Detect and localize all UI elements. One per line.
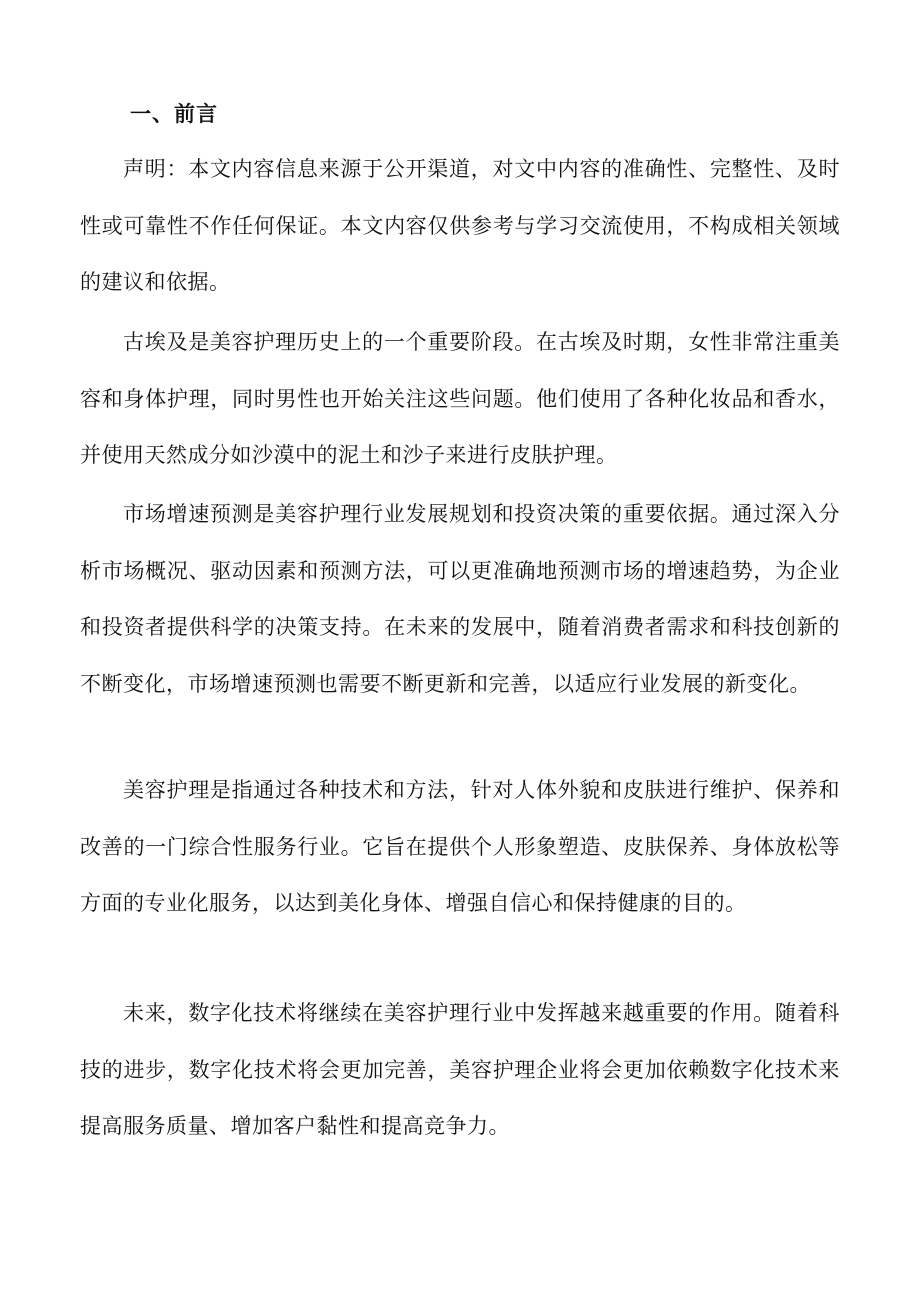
body-paragraph: 市场增速预测是美容护理行业发展规划和投资决策的重要依据。通过深入分析市场概况、驱动因素和预测方法，可以更准确地预测市场的增速趋势，为企业和投资者提供科学的决策支持。在未来的发展中，随着消费者需求和科技创新的不断变化，市场增速预测也需要不断更新和完善，以适应行业发展的新变化。 xyxy=(80,502,840,696)
body-paragraph: 古埃及是美容护理历史上的一个重要阶段。在古埃及时期，女性非常注重美容和身体护理，同时男性也开始关注这些问题。他们使用了各种化妆品和香水，并使用天然成分如沙漠中的泥土和沙子来进行皮肤护理。 xyxy=(80,330,840,467)
body-paragraph: 未来，数字化技术将继续在美容护理行业中发挥越来越重要的作用。随着科技的进步，数字化技术将会更加完善，美容护理企业将会更加依赖数字化技术来提高服务质量、增加客户黏性和提高竞争力。 xyxy=(80,1001,840,1138)
body-paragraph: 美容护理是指通过各种技术和方法，针对人体外貌和皮肤进行维护、保养和改善的一门综合性服务行业。它旨在提供个人形象塑造、皮肤保养、身体放松等方面的专业化服务，以达到美化身体、增强自信心和保持健康的目的。 xyxy=(80,778,840,915)
section-heading: 一、前言 xyxy=(130,101,218,126)
disclaimer-paragraph: 声明：本文内容信息来源于公开渠道，对文中内容的准确性、完整性、及时性或可靠性不作任何保证。本文内容仅供参考与学习交流使用，不构成相关领域的建议和依据。 xyxy=(80,157,840,294)
